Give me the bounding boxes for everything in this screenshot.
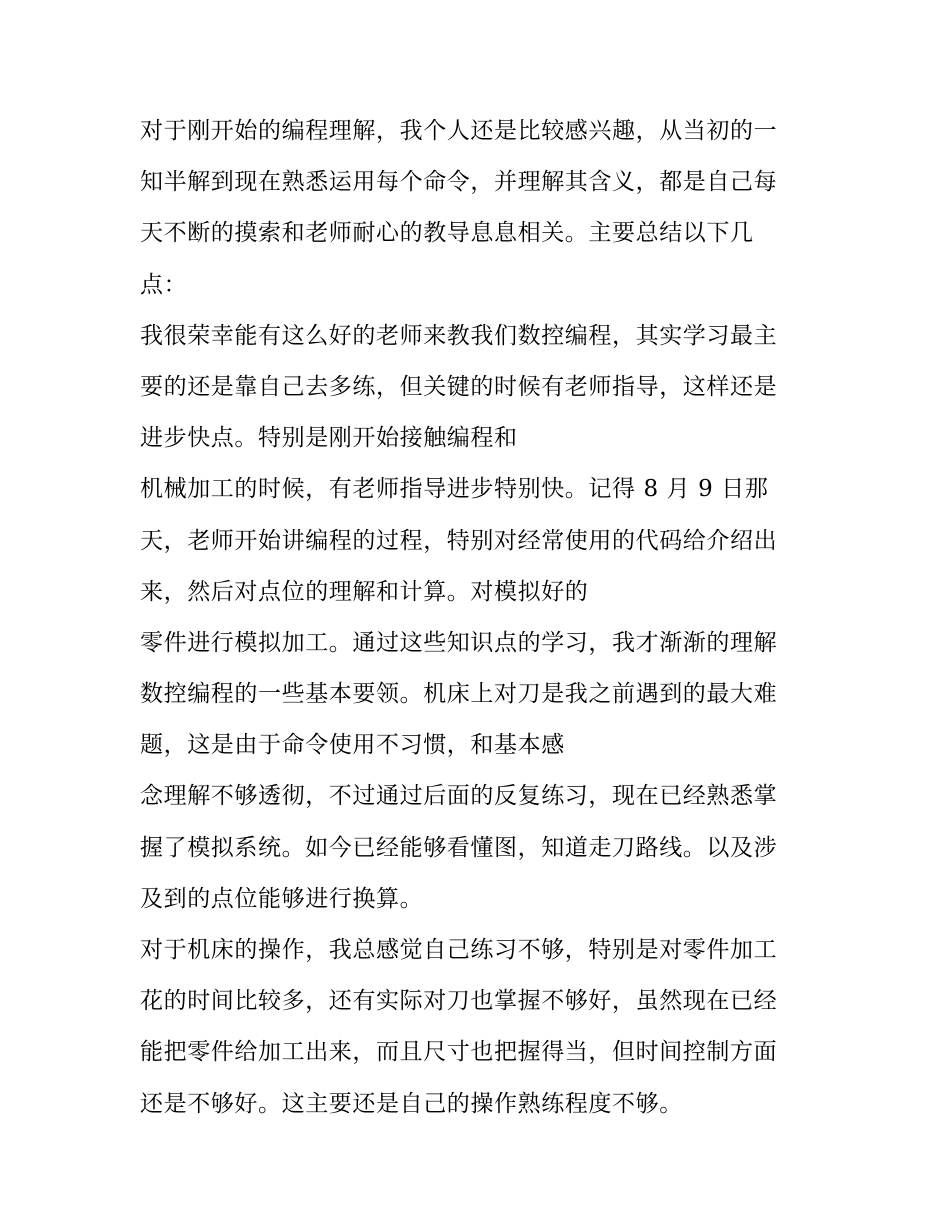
text-line: 花的时间比较多，还有实际对刀也掌握不够好，虽然现在已经 [140, 988, 778, 1015]
text-line: 点： [140, 271, 188, 298]
text-line: 题，这是由于命令使用不习惯，和基本感 [140, 732, 565, 759]
text-line: 还是不够好。这主要还是自己的操作熟练程度不够。 [140, 1090, 683, 1117]
text-line: 数控编程的一些基本要领。机床上对刀是我之前遇到的最大难 [140, 681, 778, 708]
text-line: 零件进行模拟加工。通过这些知识点的学习，我才渐渐的理解 [140, 629, 778, 656]
text-line: 进步快点。特别是刚开始接触编程和 [140, 425, 518, 452]
text-line: 能把零件给加工出来，而且尺寸也把握得当，但时间控制方面 [140, 1039, 778, 1066]
text-line: 知半解到现在熟悉运用每个命令，并理解其含义，都是自己每 [140, 169, 778, 196]
text-line: 握了模拟系统。如今已经能够看懂图，知道走刀路线。以及涉 [140, 834, 778, 861]
text-line: 及到的点位能够进行换算。 [140, 885, 424, 912]
text-line: 机械加工的时候，有老师指导进步特别快。记得 8 月 9 日那 [140, 476, 769, 503]
document-body [140, 106, 820, 1130]
text-line: 要的还是靠自己去多练，但关键的时候有老师指导，这样还是 [140, 373, 778, 400]
text-line: 对于刚开始的编程理解，我个人还是比较感兴趣，从当初的一 [140, 118, 778, 144]
text-line: 念理解不够透彻，不过通过后面的反复练习，现在已经熟悉掌 [140, 783, 778, 810]
text-line: 来，然后对点位的理解和计算。对模拟好的 [140, 578, 589, 605]
text-line: 我很荣幸能有这么好的老师来教我们数控编程，其实学习最主 [140, 322, 778, 349]
text-line: 天，老师开始讲编程的过程，特别对经常使用的代码给介绍出 [140, 527, 778, 554]
text-line: 天不断的摸索和老师耐心的教导息息相关。主要总结以下几 [140, 220, 754, 247]
text-line: 对于机床的操作，我总感觉自己练习不够，特别是对零件加工 [140, 937, 778, 963]
